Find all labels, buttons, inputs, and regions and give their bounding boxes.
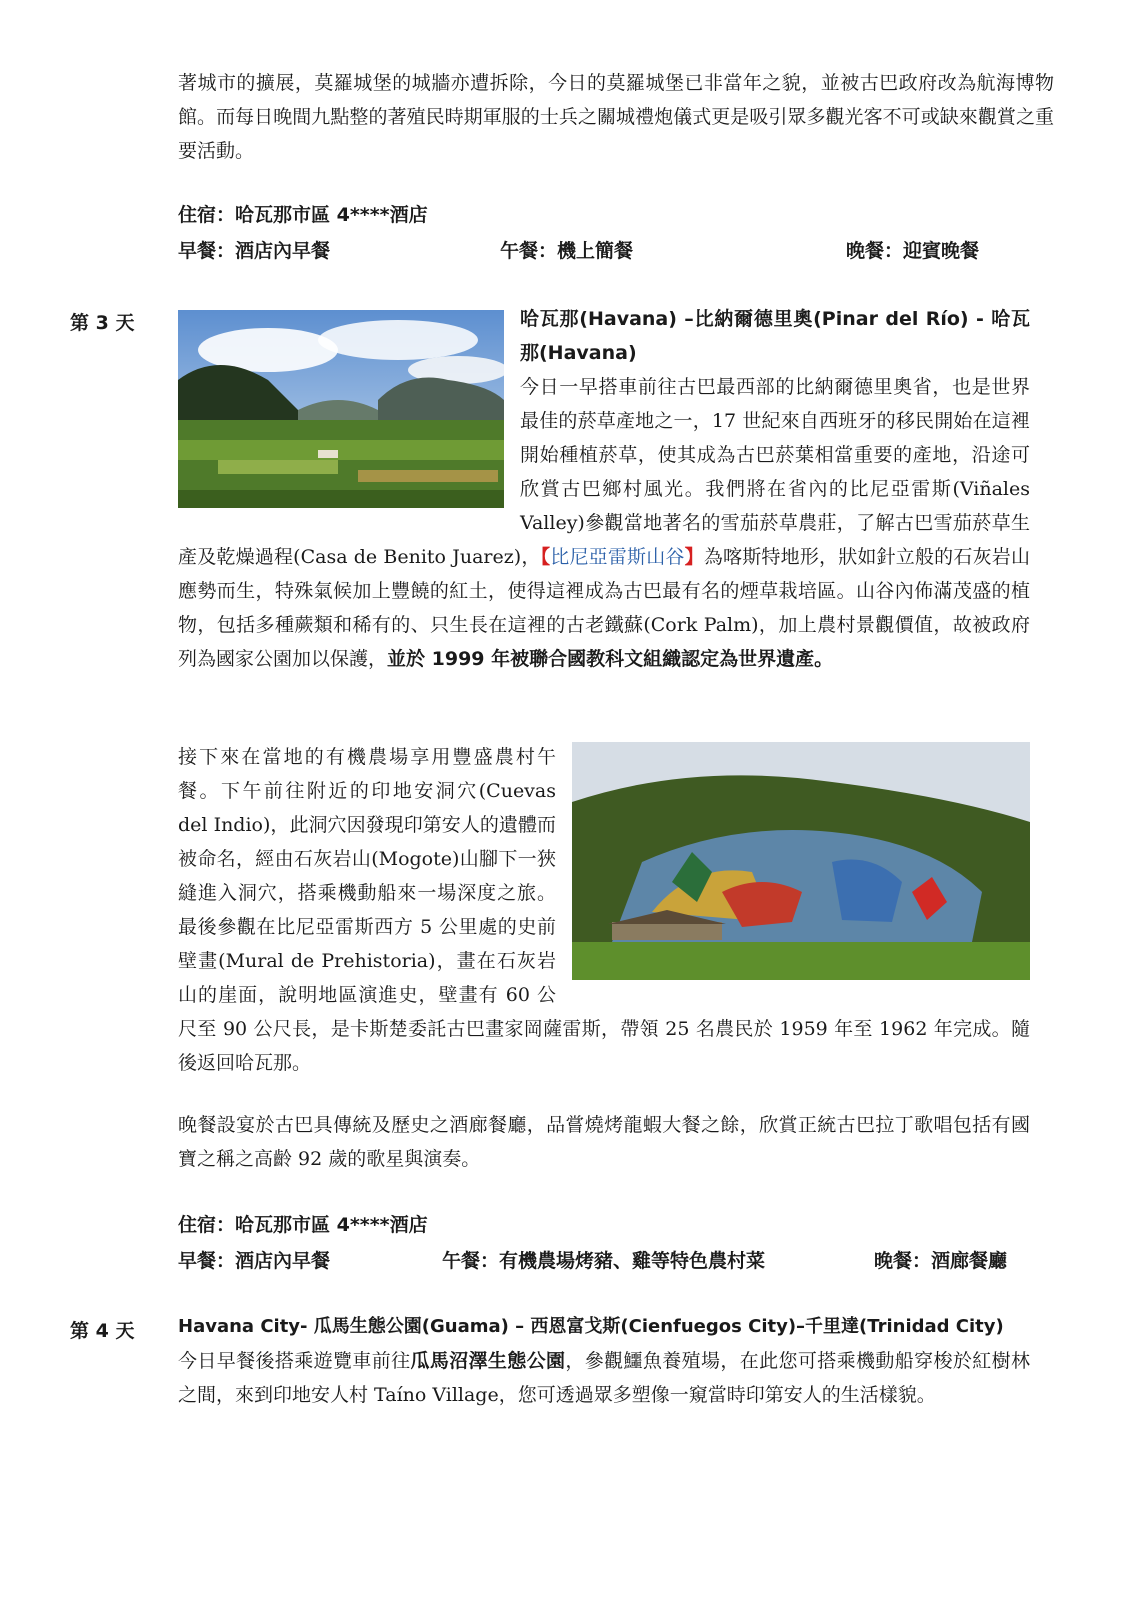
vinales-valley-photo — [178, 310, 504, 508]
day4-section — [178, 1310, 1030, 1412]
guama-park-text: 瓜馬沼澤生態公園 — [410, 1350, 566, 1372]
day2-stay: 住宿：哈瓦那市區 4****酒店 — [178, 204, 428, 226]
day3-paragraph-3: 晚餐設宴於古巴具傳統及歷史之酒廊餐廳，品嘗燒烤龍蝦大餐之餘，欣賞正統古巴拉丁歌唱包括有國寶之稱之高齡 92 歲的歌星與演奏。 — [178, 1114, 1030, 1170]
day3-para1-text-b: 為喀斯特地形，狀如針立般的石灰岩山應勢而生，特殊氣候加上豐饒的紅土，使得這裡成為古巴最有名的煙草栽培區。山谷內佈滿茂盛的植物，包括多種蕨類和稀有的、只生長在這裡的古老鐵蘇(Cork Palm)，加上農村景觀價值，故被政府列為國家公園加以保護， — [178, 546, 1030, 670]
day3-label: 第 3 天 — [70, 312, 135, 334]
day2-dinner: 晚餐：迎賓晚餐 — [846, 240, 980, 262]
day3-section — [178, 302, 1030, 676]
day2-breakfast: 早餐：酒店內早餐 — [178, 240, 331, 262]
day3-dinner: 晚餐：酒廊餐廳 — [874, 1250, 1008, 1272]
day3-para1-text-a: 今日一早搭車前往古巴最西部的比納爾德里奧省，也是世界最佳的菸草產地之一，17 世紀來自西班牙的移民開始在這裡開始種植菸草，使其成為古巴菸葉相當重要的產地，沿途可欣賞古巴鄉村風光。我們將在省內的比尼亞雷斯(Viñales Valley)參觀當地著名的雪茄菸草農莊，了解古巴雪茄菸草生產及乾燥過程(Casa de Benito Juarez)， — [178, 376, 1030, 568]
vinales-valley-highlight: 比尼亞雷斯山谷 — [550, 546, 685, 568]
day3-lunch: 午餐：有機農場烤豬、雞等特色農村菜 — [442, 1250, 766, 1272]
intro-paragraph: 著城市的擴展，莫羅城堡的城牆亦遭拆除，今日的莫羅城堡已非當年之貌，並被古巴政府改為航海博物館。而每日晚間九點整的著殖民時期軍服的士兵之關城禮炮儀式更是吸引眾多觀光客不可或缺來觀賞之重要活動。 — [178, 72, 1054, 162]
day4-text-b: ，參觀鱷魚養殖場，在此您可搭乘機動船穿梭於紅樹林之間，來到印地安人村 Taíno Village，您可透過眾多塑像一窺當時印第安人的生活樣貌。 — [178, 1350, 1030, 1406]
day3-paragraph-2: 接下來在當地的有機農場享用豐盛農村午餐。下午前往附近的印地安洞穴(Cuevas del Indio)，此洞穴因發現印第安人的遺體而被命名，經由石灰岩山(Mogote)山腳下一狹縫進入洞穴，搭乘機動船來一場深度之旅。最後參觀在比尼亞雷斯西方 5 公里處的史前壁畫(Mural de Prehistoria)，畫在石灰岩山的崖面，說明地區演進史，壁畫有 60 公尺至 90 公尺長，是卡斯楚委託古巴畫家岡薩雷斯，帶領 25 名農民於 1959 年至 1962 年完成。隨後返回哈瓦那。 — [178, 746, 1030, 1074]
day3-breakfast: 早餐：酒店內早餐 — [178, 1250, 331, 1272]
day3-paragraph-2-section — [178, 740, 1030, 1080]
day3-stay: 住宿：哈瓦那市區 4****酒店 — [178, 1214, 428, 1236]
bracket-open: 【 — [540, 546, 551, 568]
prehistoric-mural-image — [572, 742, 1030, 980]
day4-paragraph — [178, 1344, 1030, 1412]
bracket-close: 】 — [684, 546, 704, 568]
day4-title: Havana City- 瓜馬生態公園(Guama) – 西恩富戈斯(Cienfuegos City)–千里達(Trinidad City) — [178, 1316, 1004, 1337]
day2-lunch: 午餐：機上簡餐 — [500, 240, 634, 262]
prehistoric-mural-photo — [572, 742, 1030, 980]
day4-label: 第 4 天 — [70, 1320, 135, 1342]
unesco-heritage-text: 並於 1999 年被聯合國教科文組織認定為世界遺產。 — [387, 648, 834, 670]
vinales-valley-image — [178, 310, 504, 508]
day3-title: 哈瓦那(Havana) –比納爾德里奧(Pinar del Río) - 哈瓦那(Havana) — [520, 308, 1030, 364]
day4-text-a: 今日早餐後搭乘遊覽車前往 — [178, 1350, 411, 1372]
